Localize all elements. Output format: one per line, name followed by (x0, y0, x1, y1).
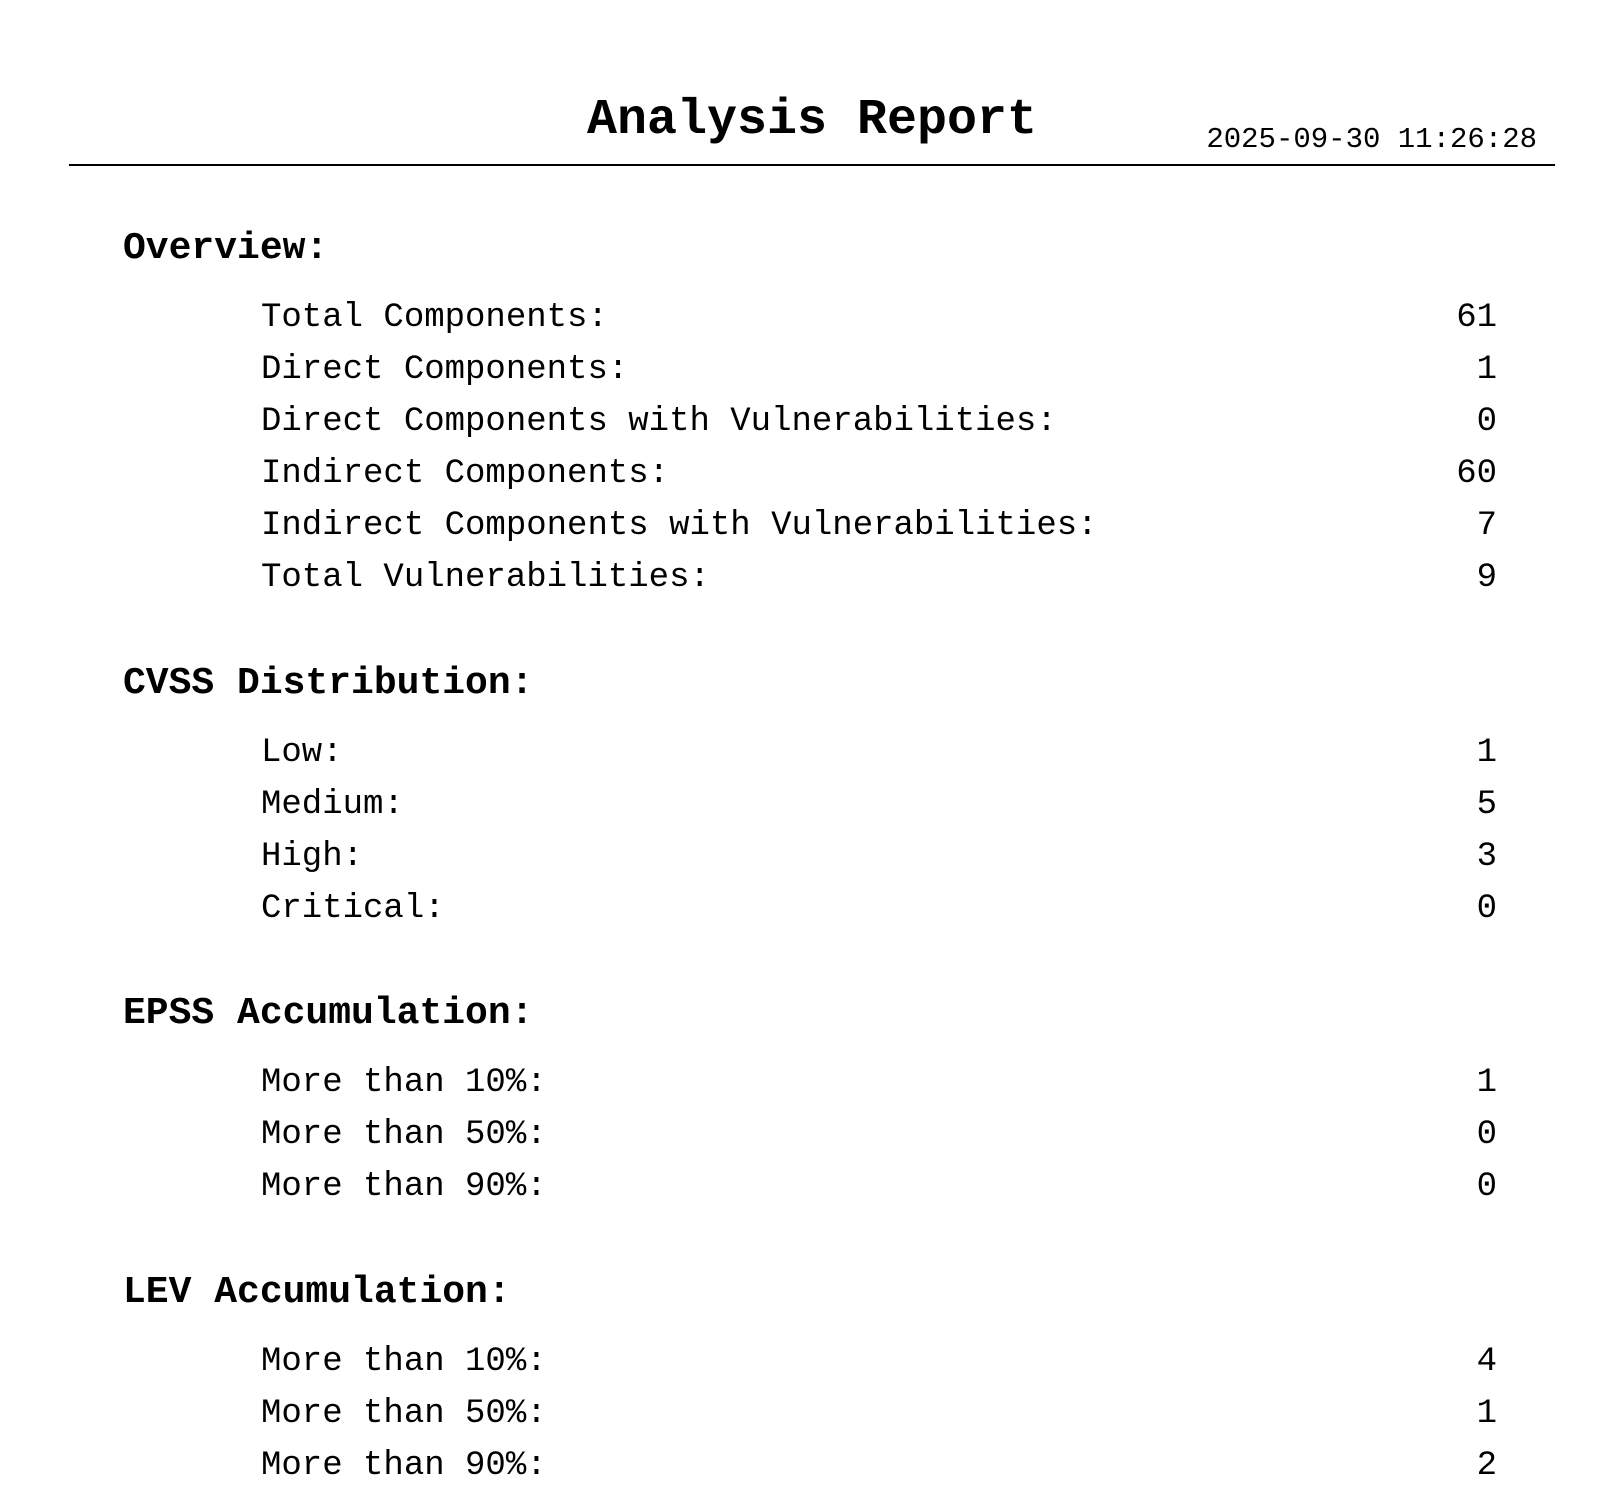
cvss-row-low (123, 727, 1497, 779)
epss-row-90 (123, 1161, 1497, 1213)
row-value: 2 (1476, 1447, 1497, 1485)
row-label: Direct Components with Vulnerabilities: (261, 403, 1057, 441)
row-value: 7 (1476, 507, 1497, 545)
row-value: 5 (1476, 786, 1497, 824)
overview-row-direct-components (123, 344, 1497, 396)
overview-row-total-components (123, 292, 1497, 344)
overview-row-indirect-vulnerable (123, 500, 1497, 552)
overview-row-indirect-components (123, 448, 1497, 500)
row-label: More than 10%: (261, 1064, 547, 1102)
row-value: 0 (1476, 403, 1497, 441)
lev-section (123, 1270, 1497, 1492)
row-label: Low: (261, 734, 343, 772)
lev-row-50 (123, 1388, 1497, 1440)
row-value: 4 (1476, 1343, 1497, 1381)
cvss-section (123, 661, 1497, 935)
report-timestamp: 2025-09-30 11:26:28 (1206, 123, 1537, 156)
overview-section (123, 226, 1497, 604)
row-value: 0 (1476, 1168, 1497, 1206)
overview-rows (123, 292, 1497, 604)
lev-heading: LEV Accumulation: (123, 1271, 511, 1314)
row-label: More than 90%: (261, 1168, 547, 1206)
row-value: 9 (1476, 559, 1497, 597)
row-label: Critical: (261, 890, 445, 928)
lev-row-10 (123, 1336, 1497, 1388)
row-label: More than 50%: (261, 1116, 547, 1154)
overview-heading: Overview: (123, 227, 329, 270)
row-label: More than 10%: (261, 1343, 547, 1381)
row-value: 1 (1476, 734, 1497, 772)
epss-section (123, 991, 1497, 1213)
row-value: 1 (1476, 351, 1497, 389)
row-label: Direct Components: (261, 351, 629, 389)
lev-rows (123, 1336, 1497, 1492)
row-value: 1 (1476, 1395, 1497, 1433)
row-value: 0 (1476, 890, 1497, 928)
epss-row-10 (123, 1057, 1497, 1109)
epss-rows (123, 1057, 1497, 1213)
overview-row-total-vulnerabilities (123, 552, 1497, 604)
overview-row-direct-vulnerable (123, 396, 1497, 448)
epss-heading: EPSS Accumulation: (123, 992, 534, 1035)
cvss-row-critical (123, 883, 1497, 935)
row-label: Total Vulnerabilities: (261, 559, 710, 597)
row-label: High: (261, 838, 364, 876)
row-label: More than 50%: (261, 1395, 547, 1433)
lev-row-90 (123, 1440, 1497, 1492)
epss-row-50 (123, 1109, 1497, 1161)
cvss-row-high (123, 831, 1497, 883)
cvss-row-medium (123, 779, 1497, 831)
row-value: 3 (1476, 838, 1497, 876)
row-label: Indirect Components with Vulnerabilities: (261, 507, 1098, 545)
cvss-heading: CVSS Distribution: (123, 662, 534, 705)
row-value: 60 (1456, 455, 1497, 493)
report-title: Analysis Report (586, 92, 1038, 149)
row-label: More than 90%: (261, 1447, 547, 1485)
cvss-rows (123, 727, 1497, 935)
row-value: 1 (1476, 1064, 1497, 1102)
row-label: Total Components: (261, 299, 608, 337)
row-value: 0 (1476, 1116, 1497, 1154)
row-label: Indirect Components: (261, 455, 670, 493)
row-value: 61 (1456, 299, 1497, 337)
report-header (69, 60, 1555, 166)
row-label: Medium: (261, 786, 404, 824)
